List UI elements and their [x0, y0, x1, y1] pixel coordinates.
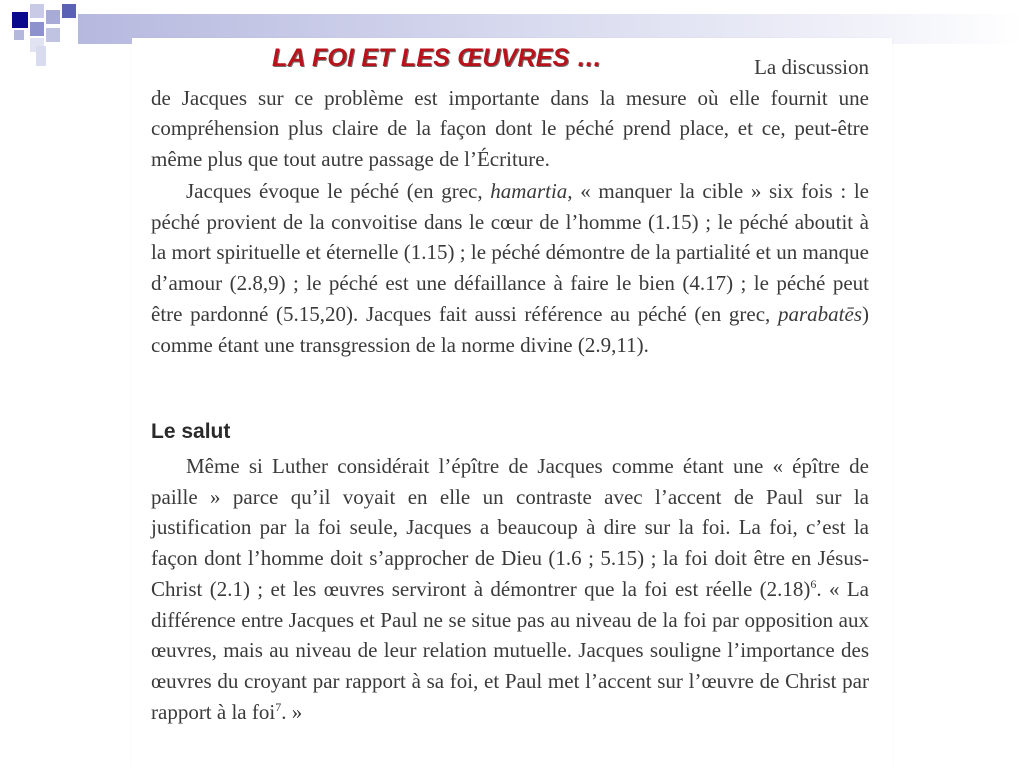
- decor-square: [30, 4, 44, 18]
- paragraph-salvation: [151, 451, 869, 727]
- paragraph-sin: [151, 176, 869, 360]
- decor-square: [62, 4, 76, 18]
- paragraph-salvation-middle: . « La différence entre Jacques et Paul ne se situe pas au niveau de la foi par opposition aux œuvres, mais au niveau de leur relation mutuelle. Jacques souligne l’importance des œuvres du croyant par rapport à sa foi, et Paul met l’accent sur l’œuvre de Christ par rapport à la foi: [151, 576, 869, 724]
- decor-square: [14, 30, 24, 40]
- decor-square: [46, 28, 60, 42]
- footnote-ref[interactable]: 6: [810, 576, 817, 591]
- term-parabates: parabatēs: [778, 301, 862, 326]
- intro-first-line: La discussion: [754, 55, 869, 79]
- decor-square: [12, 12, 28, 28]
- decor-square: [30, 22, 44, 36]
- paragraph-salvation-end: . »: [281, 699, 303, 724]
- decor-square: [46, 10, 60, 24]
- paragraph-sin-middle: « manquer la cible » six fois : le péché provient de la convoitise dans le cœur de l’homme (1.15) ; le péché aboutit à la mort spirituelle et éternelle (1.15) ; le péché démontre de la partialité et un manque d’amour (2.8,9) ; le péché est une défaillance à faire le bien (4.17) ; le péché peut être pardonné (5.15,20). Jacques fait aussi référence au péché (en grec,: [151, 179, 869, 326]
- paragraph-sin-end: ) comme étant une transgression de la norme divine (2.9,11).: [151, 301, 869, 357]
- slide-title: LA FOI ET LES ŒUVRES …: [272, 44, 602, 72]
- term-hamartia: hamartia,: [490, 179, 573, 203]
- footnote-ref[interactable]: 7: [275, 699, 282, 714]
- decor-band: [36, 46, 46, 66]
- paragraph-salvation-start: Même si Luther considérait l’épître de Jacques comme étant une « épître de paille » parce qu’il voyait en elle un contraste avec l’accent de Paul sur la justification par la foi seule, Jacques a beaucoup à dire sur la foi. La foi, c’est la façon dont l’homme doit s’approcher de Dieu (1.6 ; 5.15) ; la foi doit être en Jésus-Christ (2.1) ; et les œuvres serviront à démontrer que la foi est réelle (2.18): [151, 454, 869, 601]
- intro-text: de Jacques sur ce problème est importante dans la mesure où elle fournit une compréhension plus claire de la façon dont le péché prend place, et ce, peut-être même plus que tout autre passage de l’Écriture.: [151, 85, 869, 172]
- paragraph-sin-start: Jacques évoque le péché (en grec,: [186, 179, 491, 203]
- section-heading: Le salut: [151, 420, 231, 443]
